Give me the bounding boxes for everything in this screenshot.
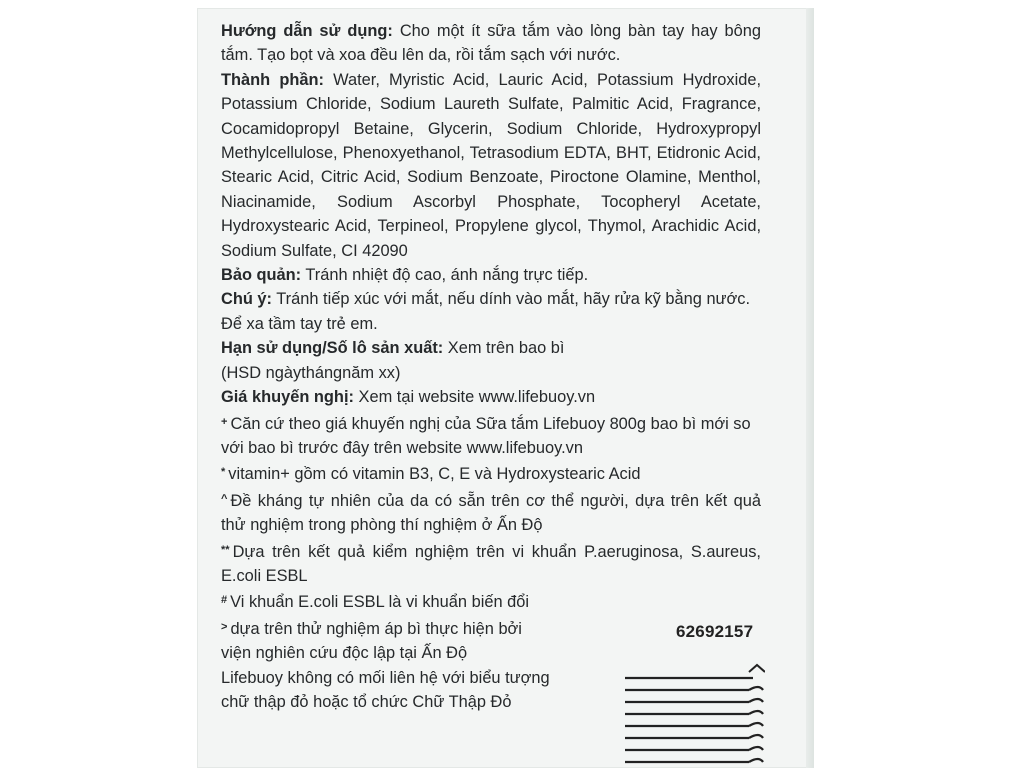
narrow-notes — [221, 588, 556, 714]
footnote-text: Vi khuẩn E.coli ESBL là vi khuẩn biến đổi — [230, 593, 529, 612]
ingredients-paragraph — [221, 68, 761, 263]
footnote-symbol: # — [221, 594, 228, 607]
footnote-text: dựa trên thử nghiệm áp bì thực hiện bởi viện nghiên cứu độc lập tại Ấn Độ — [221, 619, 522, 663]
label-text-block — [221, 19, 761, 714]
expiry-text: Xem trên bao bì — [443, 339, 565, 358]
ingredients-heading: Thành phần: — [221, 70, 324, 89]
footnote-text: Căn cứ theo giá khuyến nghị của Sữa tắm Lifebuoy 800g bao bì mới so với bao bì trước đây trên website www.lifebuoy.vn — [221, 414, 751, 457]
footnote-gt — [221, 615, 556, 666]
footnote-text: vitamin+ gồm có vitamin B3, C, E và Hydroxystearic Acid — [228, 465, 641, 484]
usage-heading: Hướng dẫn sử dụng: — [221, 22, 393, 40]
storage-text: Tránh nhiệt độ cao, ánh nắng trực tiếp. — [301, 266, 589, 285]
footnote-symbol: * — [221, 466, 226, 479]
caution-text: Tránh tiếp xúc với mắt, nếu dính vào mắt, hãy rửa kỹ bằng nước. Để xa tầm tay trẻ em. — [221, 290, 751, 333]
label-edge — [806, 8, 814, 768]
lot-number: 62692157 — [676, 622, 754, 641]
footnote-symbol: + — [221, 415, 228, 428]
caution-heading: Chú ý: — [221, 290, 272, 309]
footnote-double-star — [221, 538, 761, 589]
storage-heading: Bảo quản: — [221, 266, 302, 285]
chevron-up-icon — [749, 665, 765, 672]
expiry-paragraph — [221, 336, 761, 385]
footnote-text: Đề kháng tự nhiên của da có sẵn trên cơ thể người, dựa trên kết quả thử nghiệm trong phòng thí nghiệm ở Ấn Độ — [221, 491, 761, 535]
price-paragraph — [221, 385, 761, 409]
caution-paragraph — [221, 287, 761, 336]
footnote-symbol: > — [221, 620, 228, 633]
footnote-caret — [221, 487, 761, 538]
usage-text: Cho một ít sữa tắm vào lòng bàn tay hay bông tắm. Tạo bọt và xoa đều lên da, rồi tắm sạch với nước. — [221, 22, 761, 65]
price-heading: Giá khuyến nghị: — [221, 388, 354, 407]
footnote-symbol: ** — [221, 543, 230, 556]
footnote-star — [221, 460, 761, 486]
price-text: Xem tại website www.lifebuoy.vn — [353, 388, 596, 407]
footnote-symbol: ^ — [221, 492, 228, 505]
footnote-plus — [221, 410, 761, 461]
product-label-panel — [197, 8, 814, 768]
hatch-marks — [625, 652, 765, 768]
footnote-text: Dựa trên kết quả kiểm nghiệm trên vi khuẩn P.aeruginosa, S.aureus, E.coli ESBL — [221, 542, 761, 585]
footnote-hash — [221, 588, 556, 614]
expiry-heading: Hạn sử dụng/Số lô sản xuất: — [221, 339, 444, 358]
ingredients-text: Water, Myristic Acid, Lauric Acid, Potassium Hydroxide, Potassium Chloride, Sodium Laureth Sulfate, Palmitic Acid, Fragrance, Cocamidopropyl Betaine, Glycerin, Sodium Chloride, Hydroxypropyl Methylcellulose, Phenoxyethanol, Tetrasodium EDTA, BHT, Etidronic Acid, Stearic Acid, Citric Acid, Sodium Benzoate, Piroctone Olamine, Menthol, Niacinamide, Sodium Ascorbyl Phosphate, Tocopheryl Acetate, Hydroxystearic Acid, Terpineol, Propylene glycol, Thymol, Arachidic Acid, Sodium Sulfate, CI 42090 — [221, 70, 761, 260]
red-cross-disclaimer: Lifebuoy không có mối liên hệ với biểu tượng chữ thập đỏ hoặc tổ chức Chữ Thập Đỏ — [221, 668, 550, 711]
expiry-format: (HSD ngàythángnăm xx) — [221, 363, 401, 382]
usage-paragraph — [221, 19, 761, 68]
storage-paragraph — [221, 263, 761, 287]
